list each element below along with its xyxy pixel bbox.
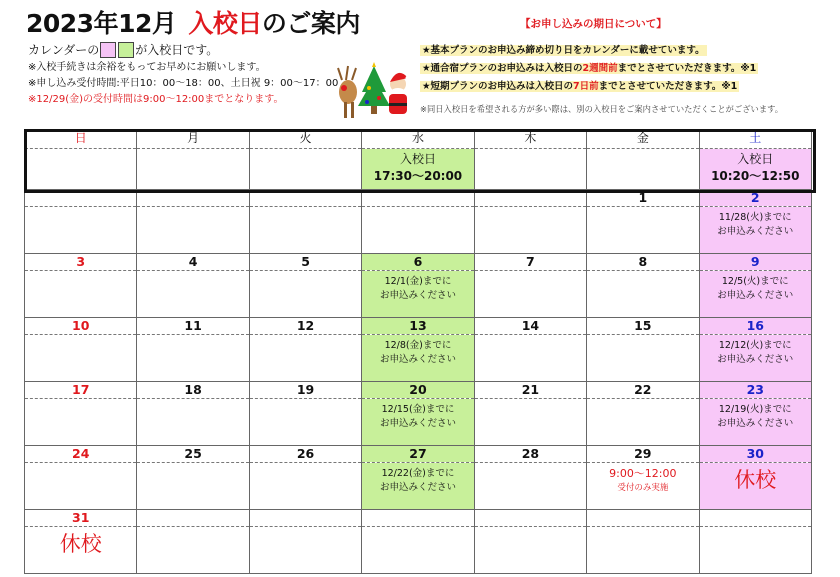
date-empty xyxy=(25,190,137,207)
wed-entry-label: 入校日 xyxy=(399,152,436,166)
legend-suffix: が入校日です。 xyxy=(135,43,219,57)
date-11: 11 xyxy=(137,318,249,335)
date-5: 5 xyxy=(249,254,361,271)
date-3-note xyxy=(25,271,137,318)
date-15: 15 xyxy=(587,318,699,335)
sat-entry-cell xyxy=(699,149,811,190)
weekday-fri: 金 xyxy=(587,129,699,149)
legend-line xyxy=(28,42,338,58)
sat-entry-time: 10:20～12:50 xyxy=(711,169,800,183)
date-empty-note xyxy=(362,207,474,254)
date-30-note xyxy=(699,463,811,510)
date-16-note: 12/12(火)までに お申込みください xyxy=(699,335,811,382)
week-4-notes xyxy=(25,399,812,446)
date-empty-note xyxy=(474,207,586,254)
closed-label: 休校 xyxy=(734,468,777,492)
date-26-note xyxy=(249,463,361,510)
date-28: 28 xyxy=(474,446,586,463)
closed-label: 休校 xyxy=(59,532,102,556)
date-28-note xyxy=(474,463,586,510)
date-13-note: 12/8(金)までに お申込みください xyxy=(362,335,474,382)
date-empty xyxy=(249,510,361,527)
date-8: 8 xyxy=(587,254,699,271)
left-notes xyxy=(28,42,338,108)
weekday-mon: 月 xyxy=(137,129,249,149)
week-5-dates xyxy=(25,446,812,463)
date-4: 4 xyxy=(137,254,249,271)
note-line-4: ※12/29(金)の受付時間は9:00～12:00までとなります。 xyxy=(28,94,284,105)
date-24: 24 xyxy=(25,446,137,463)
deadline-footnote: ※同日入校日を希望される方が多い際は、別の入校日をご案内させていただくことがございます。 xyxy=(420,104,784,114)
date-18-note xyxy=(137,399,249,446)
date-25: 25 xyxy=(137,446,249,463)
date-empty-note xyxy=(137,207,249,254)
note-line-2: ※入校手続きは余裕をもってお早めにお願いします。 xyxy=(28,62,266,73)
date-19-note xyxy=(249,399,361,446)
title-main: 2023年12月 xyxy=(26,9,177,38)
christmas-decoration-icon xyxy=(336,62,414,120)
date-empty xyxy=(249,190,361,207)
date-25-note xyxy=(137,463,249,510)
date-31: 31 xyxy=(25,510,137,527)
date-5-note xyxy=(249,271,361,318)
date-empty xyxy=(474,190,586,207)
reception-hours: 9:00～12:00 xyxy=(609,467,677,480)
date-empty-note xyxy=(249,527,361,574)
date-empty-note xyxy=(362,527,474,574)
date-empty-note xyxy=(249,207,361,254)
date-27-note: 12/22(金)までに お申込みください xyxy=(362,463,474,510)
date-21: 21 xyxy=(474,382,586,399)
date-11-note xyxy=(137,335,249,382)
date-empty xyxy=(362,190,474,207)
deadline-line-1: ★基本プランのお申込み締め切り日をカレンダーに載せています。 xyxy=(422,45,705,56)
week-1-notes xyxy=(25,207,812,254)
date-1: 1 xyxy=(587,190,699,207)
date-10-note xyxy=(25,335,137,382)
date-empty xyxy=(474,510,586,527)
date-29: 29 xyxy=(587,446,699,463)
weekday-header-row xyxy=(25,129,812,149)
week-6-notes xyxy=(25,527,812,574)
date-empty xyxy=(362,510,474,527)
date-empty xyxy=(587,510,699,527)
date-7: 7 xyxy=(474,254,586,271)
date-9: 9 xyxy=(699,254,811,271)
date-24-note xyxy=(25,463,137,510)
date-20: 20 xyxy=(362,382,474,399)
date-22: 22 xyxy=(587,382,699,399)
wed-entry-cell xyxy=(362,149,474,190)
page-title xyxy=(26,4,360,40)
right-notes xyxy=(420,42,783,118)
date-16: 16 xyxy=(699,318,811,335)
date-empty xyxy=(137,510,249,527)
date-22-note xyxy=(587,399,699,446)
date-8-note xyxy=(587,271,699,318)
date-10: 10 xyxy=(25,318,137,335)
weekday-sun: 日 xyxy=(25,129,137,149)
week-3-dates xyxy=(25,318,812,335)
week-2-dates xyxy=(25,254,812,271)
date-29-note xyxy=(587,463,699,510)
date-31-note xyxy=(25,527,137,574)
legend-green-square-icon xyxy=(118,42,134,58)
date-14-note xyxy=(474,335,586,382)
weekday-tue: 火 xyxy=(249,129,361,149)
date-19: 19 xyxy=(249,382,361,399)
weekday-thu: 木 xyxy=(474,129,586,149)
date-6: 6 xyxy=(362,254,474,271)
legend-prefix: カレンダーの xyxy=(28,43,100,57)
date-12-note xyxy=(249,335,361,382)
date-20-note: 12/15(金)までに お申込みください xyxy=(362,399,474,446)
date-18: 18 xyxy=(137,382,249,399)
date-30: 30 xyxy=(699,446,811,463)
wed-entry-time: 17:30～20:00 xyxy=(373,169,463,183)
date-3: 3 xyxy=(25,254,137,271)
date-2-note: 11/28(火)までに お申込みください xyxy=(699,207,811,254)
date-23: 23 xyxy=(699,382,811,399)
week-2-notes xyxy=(25,271,812,318)
deadline-heading: 【お申し込みの期日について】 xyxy=(520,18,667,30)
date-4-note xyxy=(137,271,249,318)
date-12: 12 xyxy=(249,318,361,335)
note-line-3: ※申し込み受付時間:平日10：00～18：00、土日祝 9：00～17：00 xyxy=(28,78,339,89)
date-empty xyxy=(137,190,249,207)
date-7-note xyxy=(474,271,586,318)
date-2: 2 xyxy=(699,190,811,207)
date-27: 27 xyxy=(362,446,474,463)
date-23-note: 12/19(火)までに お申込みください xyxy=(699,399,811,446)
week-5-notes xyxy=(25,463,812,510)
date-empty-note xyxy=(587,527,699,574)
date-17-note xyxy=(25,399,137,446)
weekday-sat: 土 xyxy=(699,129,811,149)
date-empty xyxy=(699,510,811,527)
title-accent: 入校日 xyxy=(188,9,262,38)
title-rest: のご案内 xyxy=(261,9,360,38)
date-13: 13 xyxy=(362,318,474,335)
week-3-notes xyxy=(25,335,812,382)
deadline-line-3: ★短期プランのお申込みは入校日の7日前までとさせていただきます。※1 xyxy=(422,81,738,92)
weekday-wed: 水 xyxy=(362,129,474,149)
reception-only-note: 受付のみ実施 xyxy=(617,483,669,493)
date-6-note: 12/1(金)までに お申込みください xyxy=(362,271,474,318)
date-17: 17 xyxy=(25,382,137,399)
date-empty-note xyxy=(25,207,137,254)
week-4-dates xyxy=(25,382,812,399)
calendar-table xyxy=(24,129,812,574)
week-1-dates xyxy=(25,190,812,207)
date-9-note: 12/5(火)までに お申込みください xyxy=(699,271,811,318)
date-empty-note xyxy=(474,527,586,574)
date-1-note xyxy=(587,207,699,254)
date-26: 26 xyxy=(249,446,361,463)
week-6-dates xyxy=(25,510,812,527)
entry-time-row xyxy=(25,149,812,190)
date-empty-note xyxy=(699,527,811,574)
sat-entry-label: 入校日 xyxy=(737,152,774,166)
date-empty-note xyxy=(137,527,249,574)
date-21-note xyxy=(474,399,586,446)
date-15-note xyxy=(587,335,699,382)
deadline-line-2: ★通合宿プランのお申込みは入校日の2週間前までとさせていただきます。※1 xyxy=(422,63,757,74)
legend-pink-square-icon xyxy=(100,42,116,58)
date-14: 14 xyxy=(474,318,586,335)
